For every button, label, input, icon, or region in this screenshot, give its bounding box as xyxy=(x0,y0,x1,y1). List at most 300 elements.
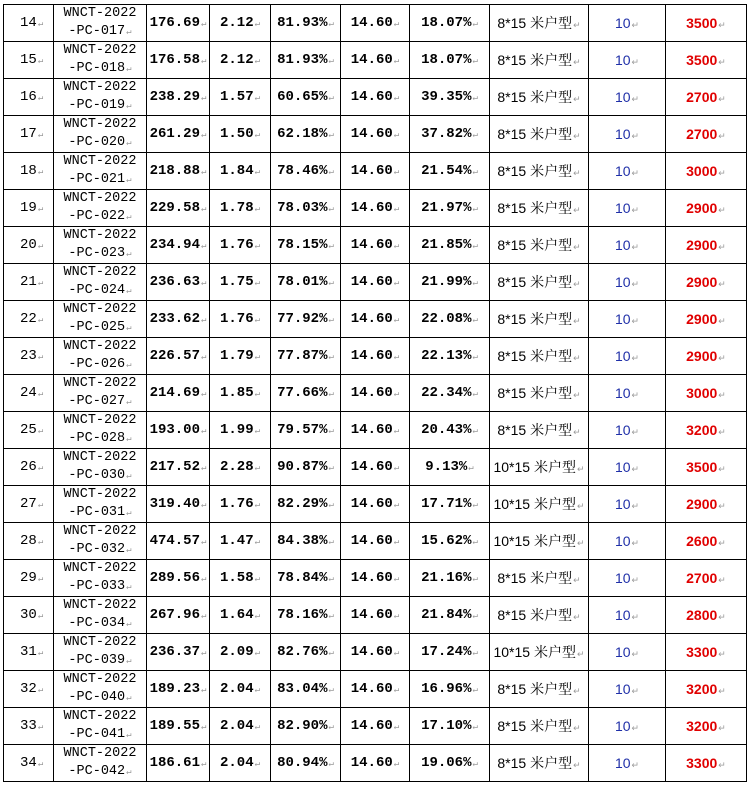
item-code-cell[interactable] xyxy=(54,745,147,782)
value-2-cell[interactable] xyxy=(210,449,271,486)
item-code-cell[interactable] xyxy=(54,412,147,449)
value-5-cell[interactable] xyxy=(410,375,490,412)
value-2-cell[interactable] xyxy=(210,486,271,523)
paragraph-mark-icon: ↵ xyxy=(201,19,207,29)
item-code-cell[interactable] xyxy=(54,597,147,634)
value-4-cell[interactable] xyxy=(341,597,410,634)
value-4-cell[interactable] xyxy=(341,449,410,486)
value-1-cell[interactable] xyxy=(147,560,210,597)
value-4-cell[interactable] xyxy=(341,634,410,671)
item-code-cell[interactable] xyxy=(54,375,147,412)
unit-type-cell[interactable] xyxy=(490,301,589,338)
row-number-cell[interactable] xyxy=(4,745,54,782)
count-cell[interactable] xyxy=(589,116,666,153)
unit-type-cell[interactable] xyxy=(490,5,589,42)
value-2-cell[interactable] xyxy=(210,745,271,782)
count-cell[interactable] xyxy=(589,190,666,227)
paragraph-mark-icon: ↵ xyxy=(254,463,261,473)
paragraph-mark-icon: ↵ xyxy=(472,167,478,177)
count-cell[interactable] xyxy=(589,42,666,79)
paragraph-mark-icon: ↵ xyxy=(393,426,400,436)
item-code-cell[interactable] xyxy=(54,634,147,671)
item-code-line-2 xyxy=(54,578,146,596)
item-code-line-2 xyxy=(54,652,146,670)
value-4-text: 14.60 xyxy=(350,348,393,364)
count-cell[interactable] xyxy=(589,708,666,745)
item-code-cell[interactable] xyxy=(54,5,147,42)
value-5-cell[interactable] xyxy=(410,116,490,153)
value-2-cell[interactable] xyxy=(210,634,271,671)
price-cell[interactable] xyxy=(666,523,747,560)
count-cell[interactable] xyxy=(589,227,666,264)
value-3-cell[interactable] xyxy=(271,523,341,560)
value-4-text: 14.60 xyxy=(350,200,393,216)
value-5-text: 20.43% xyxy=(421,422,472,438)
row-number-text: 30 xyxy=(20,607,37,623)
value-3-text: 77.66% xyxy=(277,385,328,401)
row-number-cell[interactable] xyxy=(4,264,54,301)
value-2-cell[interactable] xyxy=(210,671,271,708)
value-3-cell[interactable] xyxy=(271,634,341,671)
value-3-cell[interactable] xyxy=(271,412,341,449)
price-cell[interactable] xyxy=(666,560,747,597)
item-code-line-1: WNCT-2022 xyxy=(63,413,137,428)
value-3-cell[interactable] xyxy=(271,375,341,412)
value-4-cell[interactable] xyxy=(341,5,410,42)
value-5-text: 21.16% xyxy=(421,570,472,586)
unit-type-cell[interactable] xyxy=(490,375,589,412)
value-5-cell[interactable] xyxy=(410,227,490,264)
value-1-cell[interactable] xyxy=(147,116,210,153)
value-4-cell[interactable] xyxy=(341,486,410,523)
value-2-cell[interactable] xyxy=(210,153,271,190)
value-4-text: 14.60 xyxy=(350,89,393,105)
value-1-cell[interactable] xyxy=(147,264,210,301)
unit-type-cell[interactable] xyxy=(490,338,589,375)
row-number-cell[interactable] xyxy=(4,375,54,412)
value-5-cell[interactable] xyxy=(410,42,490,79)
value-4-cell[interactable] xyxy=(341,375,410,412)
paragraph-mark-icon: ↵ xyxy=(393,537,400,547)
value-4-cell[interactable] xyxy=(341,42,410,79)
paragraph-mark-icon: ↵ xyxy=(472,611,478,621)
value-2-cell[interactable] xyxy=(210,523,271,560)
count-text: 10 xyxy=(614,163,631,179)
item-code-line-2 xyxy=(54,319,146,337)
value-1-text: 238.29 xyxy=(149,89,200,105)
value-1-cell[interactable] xyxy=(147,338,210,375)
count-cell[interactable] xyxy=(589,523,666,560)
row-number-cell[interactable] xyxy=(4,560,54,597)
paragraph-mark-icon: ↵ xyxy=(573,353,581,363)
unit-type-cell[interactable] xyxy=(490,79,589,116)
value-2-cell[interactable] xyxy=(210,116,271,153)
value-1-cell[interactable] xyxy=(147,301,210,338)
value-1-cell[interactable] xyxy=(147,671,210,708)
table-row xyxy=(4,227,747,264)
price-cell[interactable] xyxy=(666,486,747,523)
value-4-cell[interactable] xyxy=(341,227,410,264)
value-4-cell[interactable] xyxy=(341,190,410,227)
value-3-cell[interactable] xyxy=(271,301,341,338)
price-text: 2900 xyxy=(686,348,718,364)
item-code-line-1: WNCT-2022 xyxy=(63,43,137,58)
price-text: 2900 xyxy=(686,237,718,253)
unit-type-cell[interactable] xyxy=(490,264,589,301)
value-4-cell[interactable] xyxy=(341,116,410,153)
value-5-cell[interactable] xyxy=(410,671,490,708)
price-cell[interactable] xyxy=(666,708,747,745)
value-1-cell[interactable] xyxy=(147,227,210,264)
value-5-text: 21.97% xyxy=(421,200,472,216)
paragraph-mark-icon: ↵ xyxy=(631,686,640,696)
row-number-cell[interactable] xyxy=(4,412,54,449)
unit-type-cell[interactable] xyxy=(490,597,589,634)
price-cell[interactable] xyxy=(666,42,747,79)
value-3-cell[interactable] xyxy=(271,116,341,153)
price-cell[interactable] xyxy=(666,671,747,708)
value-2-text: 2.12 xyxy=(219,15,254,31)
price-cell[interactable] xyxy=(666,153,747,190)
value-4-cell[interactable] xyxy=(341,671,410,708)
table-row xyxy=(4,597,747,634)
row-number-cell[interactable] xyxy=(4,79,54,116)
row-number-text: 22 xyxy=(20,311,37,327)
unit-type-cell[interactable] xyxy=(490,449,589,486)
value-3-cell[interactable] xyxy=(271,264,341,301)
item-code-line-2-text: -PC-031 xyxy=(68,505,126,520)
price-text: 2700 xyxy=(686,89,718,105)
item-code-cell[interactable] xyxy=(54,338,147,375)
value-2-cell[interactable] xyxy=(210,42,271,79)
value-5-cell[interactable] xyxy=(410,412,490,449)
item-code-cell[interactable] xyxy=(54,153,147,190)
value-3-cell[interactable] xyxy=(271,671,341,708)
paragraph-mark-icon: ↵ xyxy=(201,167,207,177)
value-3-cell[interactable] xyxy=(271,597,341,634)
value-4-text: 14.60 xyxy=(350,422,393,438)
value-1-cell[interactable] xyxy=(147,5,210,42)
count-cell[interactable] xyxy=(589,412,666,449)
value-1-text: 186.61 xyxy=(149,755,200,771)
item-code-cell[interactable] xyxy=(54,560,147,597)
item-code-cell[interactable] xyxy=(54,190,147,227)
value-4-cell[interactable] xyxy=(341,523,410,560)
value-5-cell[interactable] xyxy=(410,190,490,227)
value-1-cell[interactable] xyxy=(147,449,210,486)
paragraph-mark-icon: ↵ xyxy=(631,242,640,252)
row-number-cell[interactable] xyxy=(4,5,54,42)
row-number-cell[interactable] xyxy=(4,486,54,523)
value-4-cell[interactable] xyxy=(341,153,410,190)
unit-type-cell[interactable] xyxy=(490,708,589,745)
unit-type-text: 8*15 米户型 xyxy=(497,681,573,697)
unit-type-cell[interactable] xyxy=(490,523,589,560)
price-cell[interactable] xyxy=(666,190,747,227)
value-4-cell[interactable] xyxy=(341,338,410,375)
paragraph-mark-icon: ↵ xyxy=(328,130,334,140)
count-cell[interactable] xyxy=(589,79,666,116)
paragraph-mark-icon: ↵ xyxy=(472,759,478,769)
count-cell[interactable] xyxy=(589,264,666,301)
value-1-cell[interactable] xyxy=(147,79,210,116)
value-4-text: 14.60 xyxy=(350,681,393,697)
row-number-cell[interactable] xyxy=(4,523,54,560)
value-3-cell[interactable] xyxy=(271,153,341,190)
paragraph-mark-icon: ↵ xyxy=(201,315,207,325)
unit-type-cell[interactable] xyxy=(490,190,589,227)
value-1-cell[interactable] xyxy=(147,634,210,671)
paragraph-mark-icon: ↵ xyxy=(393,93,400,103)
value-1-text: 261.29 xyxy=(149,126,200,142)
price-cell[interactable] xyxy=(666,5,747,42)
paragraph-mark-icon: ↵ xyxy=(254,500,261,510)
value-5-cell[interactable] xyxy=(410,449,490,486)
value-2-cell[interactable] xyxy=(210,412,271,449)
paragraph-mark-icon: ↵ xyxy=(573,20,581,30)
unit-type-cell[interactable] xyxy=(490,486,589,523)
row-number-cell[interactable] xyxy=(4,116,54,153)
value-5-text: 17.71% xyxy=(421,496,472,512)
item-code-line-2-text: -PC-042 xyxy=(68,764,126,779)
count-text: 10 xyxy=(614,89,631,105)
paragraph-mark-icon: ↵ xyxy=(631,131,640,141)
row-number-cell[interactable] xyxy=(4,338,54,375)
row-number-cell[interactable] xyxy=(4,597,54,634)
value-2-cell[interactable] xyxy=(210,227,271,264)
unit-type-cell[interactable] xyxy=(490,634,589,671)
paragraph-mark-icon: ↵ xyxy=(328,574,334,584)
count-cell[interactable] xyxy=(589,301,666,338)
price-cell[interactable] xyxy=(666,338,747,375)
value-1-cell[interactable] xyxy=(147,486,210,523)
price-cell[interactable] xyxy=(666,375,747,412)
value-5-cell[interactable] xyxy=(410,560,490,597)
table-row xyxy=(4,375,747,412)
unit-type-cell[interactable] xyxy=(490,42,589,79)
value-3-cell[interactable] xyxy=(271,79,341,116)
item-code-line-1: WNCT-2022 xyxy=(63,191,137,206)
item-code-cell[interactable] xyxy=(54,523,147,560)
item-code-line-2 xyxy=(54,356,146,374)
price-cell[interactable] xyxy=(666,449,747,486)
count-cell[interactable] xyxy=(589,375,666,412)
value-4-cell[interactable] xyxy=(341,79,410,116)
value-5-cell[interactable] xyxy=(410,486,490,523)
value-5-cell[interactable] xyxy=(410,301,490,338)
count-text: 10 xyxy=(614,533,631,549)
value-3-cell[interactable] xyxy=(271,708,341,745)
value-3-cell[interactable] xyxy=(271,449,341,486)
count-cell[interactable] xyxy=(589,634,666,671)
value-2-text: 1.64 xyxy=(219,607,254,623)
value-2-cell[interactable] xyxy=(210,560,271,597)
value-1-cell[interactable] xyxy=(147,412,210,449)
count-cell[interactable] xyxy=(589,5,666,42)
value-2-text: 1.76 xyxy=(219,311,254,327)
paragraph-mark-icon: ↵ xyxy=(126,619,132,629)
count-cell[interactable] xyxy=(589,338,666,375)
value-1-cell[interactable] xyxy=(147,190,210,227)
item-code-line-2 xyxy=(54,97,146,115)
value-1-cell[interactable] xyxy=(147,745,210,782)
value-1-cell[interactable] xyxy=(147,42,210,79)
row-number-cell[interactable] xyxy=(4,190,54,227)
price-text: 2800 xyxy=(686,607,718,623)
item-code-cell[interactable] xyxy=(54,227,147,264)
value-2-cell[interactable] xyxy=(210,375,271,412)
value-3-cell[interactable] xyxy=(271,42,341,79)
item-code-cell[interactable] xyxy=(54,116,147,153)
row-number-cell[interactable] xyxy=(4,227,54,264)
value-1-cell[interactable] xyxy=(147,597,210,634)
value-5-cell[interactable] xyxy=(410,523,490,560)
value-4-cell[interactable] xyxy=(341,560,410,597)
price-cell[interactable] xyxy=(666,745,747,782)
count-cell[interactable] xyxy=(589,153,666,190)
value-4-cell[interactable] xyxy=(341,745,410,782)
paragraph-mark-icon: ↵ xyxy=(718,538,726,548)
value-1-cell[interactable] xyxy=(147,708,210,745)
item-code-cell[interactable] xyxy=(54,264,147,301)
value-4-cell[interactable] xyxy=(341,412,410,449)
paragraph-mark-icon: ↵ xyxy=(393,204,400,214)
value-1-cell[interactable] xyxy=(147,375,210,412)
value-3-cell[interactable] xyxy=(271,560,341,597)
value-2-cell[interactable] xyxy=(210,5,271,42)
price-cell[interactable] xyxy=(666,412,747,449)
paragraph-mark-icon: ↵ xyxy=(126,286,132,296)
row-number-cell[interactable] xyxy=(4,708,54,745)
paragraph-mark-icon: ↵ xyxy=(472,500,478,510)
value-2-cell[interactable] xyxy=(210,79,271,116)
paragraph-mark-icon: ↵ xyxy=(393,500,400,510)
unit-type-cell[interactable] xyxy=(490,745,589,782)
item-code-line-2-text: -PC-039 xyxy=(68,653,126,668)
count-cell[interactable] xyxy=(589,671,666,708)
row-number-text: 34 xyxy=(20,755,37,771)
count-cell[interactable] xyxy=(589,449,666,486)
item-code-cell[interactable] xyxy=(54,301,147,338)
value-3-cell[interactable] xyxy=(271,486,341,523)
item-code-cell[interactable] xyxy=(54,79,147,116)
unit-type-cell[interactable] xyxy=(490,671,589,708)
unit-type-cell[interactable] xyxy=(490,153,589,190)
value-5-cell[interactable] xyxy=(410,634,490,671)
price-cell[interactable] xyxy=(666,634,747,671)
value-3-cell[interactable] xyxy=(271,227,341,264)
value-2-cell[interactable] xyxy=(210,301,271,338)
unit-type-cell[interactable] xyxy=(490,412,589,449)
paragraph-mark-icon: ↵ xyxy=(254,685,261,695)
row-number-cell[interactable] xyxy=(4,42,54,79)
value-3-cell[interactable] xyxy=(271,745,341,782)
row-number-cell[interactable] xyxy=(4,301,54,338)
value-2-cell[interactable] xyxy=(210,264,271,301)
count-cell[interactable] xyxy=(589,597,666,634)
paragraph-mark-icon: ↵ xyxy=(393,56,400,66)
value-4-text: 14.60 xyxy=(350,126,393,142)
value-2-text: 1.57 xyxy=(219,89,254,105)
item-code-line-2-text: -PC-021 xyxy=(68,172,126,187)
value-1-cell[interactable] xyxy=(147,523,210,560)
value-5-cell[interactable] xyxy=(410,153,490,190)
value-5-cell[interactable] xyxy=(410,597,490,634)
paragraph-mark-icon: ↵ xyxy=(472,648,478,658)
value-3-cell[interactable] xyxy=(271,338,341,375)
paragraph-mark-icon: ↵ xyxy=(718,279,726,289)
value-4-cell[interactable] xyxy=(341,264,410,301)
value-3-cell[interactable] xyxy=(271,5,341,42)
value-2-text: 2.12 xyxy=(219,52,254,68)
item-code-line-2 xyxy=(54,245,146,263)
unit-type-cell[interactable] xyxy=(490,227,589,264)
paragraph-mark-icon: ↵ xyxy=(201,56,207,66)
unit-type-text: 10*15 米户型 xyxy=(493,496,576,512)
value-5-cell[interactable] xyxy=(410,5,490,42)
unit-type-text: 8*15 米户型 xyxy=(497,274,573,290)
unit-type-cell[interactable] xyxy=(490,116,589,153)
price-cell[interactable] xyxy=(666,227,747,264)
row-number-cell[interactable] xyxy=(4,153,54,190)
price-cell[interactable] xyxy=(666,301,747,338)
value-5-cell[interactable] xyxy=(410,708,490,745)
value-2-cell[interactable] xyxy=(210,597,271,634)
item-code-line-2-text: -PC-026 xyxy=(68,357,126,372)
row-number-cell[interactable] xyxy=(4,449,54,486)
paragraph-mark-icon: ↵ xyxy=(254,537,261,547)
price-cell[interactable] xyxy=(666,79,747,116)
value-2-cell[interactable] xyxy=(210,338,271,375)
value-5-cell[interactable] xyxy=(410,264,490,301)
count-cell[interactable] xyxy=(589,560,666,597)
item-code-cell[interactable] xyxy=(54,42,147,79)
price-cell[interactable] xyxy=(666,116,747,153)
count-cell[interactable] xyxy=(589,486,666,523)
price-cell[interactable] xyxy=(666,597,747,634)
item-code-line-1: WNCT-2022 xyxy=(63,709,137,724)
paragraph-mark-icon: ↵ xyxy=(37,685,44,695)
item-code-cell[interactable] xyxy=(54,708,147,745)
count-cell[interactable] xyxy=(589,745,666,782)
count-text: 10 xyxy=(614,15,631,31)
row-number-cell[interactable] xyxy=(4,671,54,708)
value-3-cell[interactable] xyxy=(271,190,341,227)
value-4-cell[interactable] xyxy=(341,708,410,745)
row-number-cell[interactable] xyxy=(4,634,54,671)
value-1-cell[interactable] xyxy=(147,153,210,190)
price-text: 3300 xyxy=(686,644,718,660)
unit-type-text: 8*15 米户型 xyxy=(497,126,573,142)
price-cell[interactable] xyxy=(666,264,747,301)
item-code-cell[interactable] xyxy=(54,671,147,708)
value-2-cell[interactable] xyxy=(210,708,271,745)
item-code-cell[interactable] xyxy=(54,486,147,523)
item-code-line-2 xyxy=(54,726,146,744)
value-5-cell[interactable] xyxy=(410,745,490,782)
value-2-cell[interactable] xyxy=(210,190,271,227)
unit-type-cell[interactable] xyxy=(490,560,589,597)
row-number-text: 19 xyxy=(20,200,37,216)
item-code-cell[interactable] xyxy=(54,449,147,486)
value-5-cell[interactable] xyxy=(410,338,490,375)
value-1-text: 217.52 xyxy=(149,459,200,475)
value-5-cell[interactable] xyxy=(410,79,490,116)
value-1-text: 233.62 xyxy=(149,311,200,327)
count-text: 10 xyxy=(614,348,631,364)
value-4-cell[interactable] xyxy=(341,301,410,338)
paragraph-mark-icon: ↵ xyxy=(718,94,726,104)
